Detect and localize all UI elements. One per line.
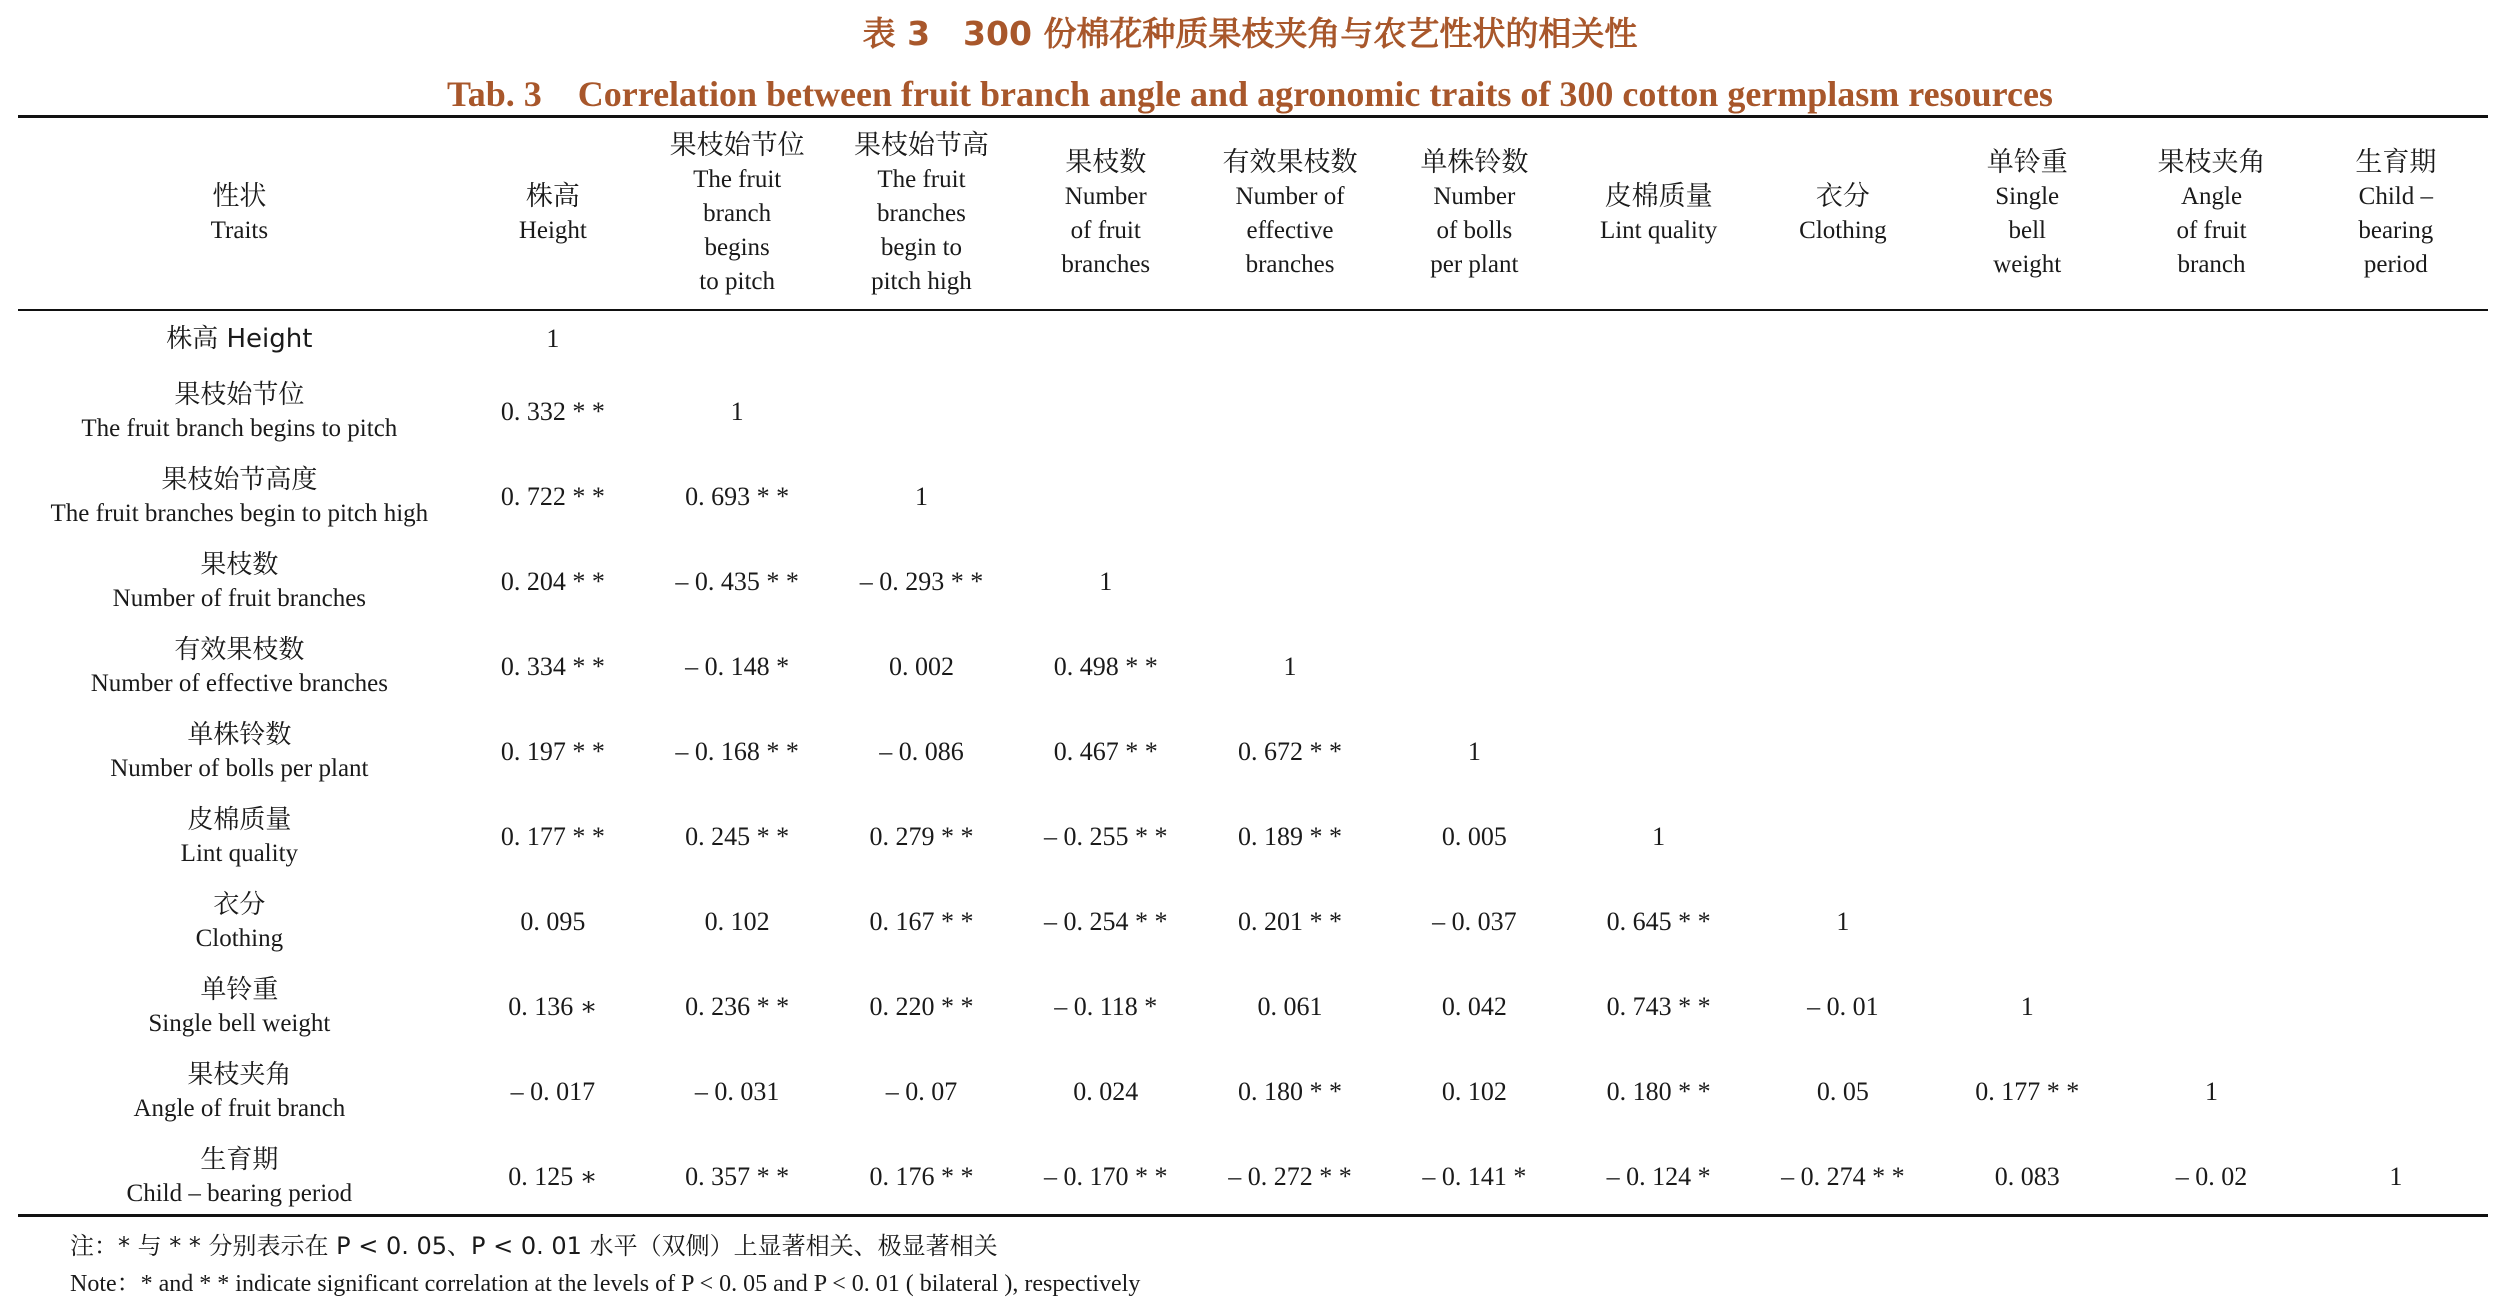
table-cell: [2119, 794, 2303, 879]
table-cell: 0. 672 * *: [1238, 736, 1343, 766]
table-cell: 0. 136 ∗: [508, 991, 598, 1021]
table-cell: – 0. 254 * *: [1043, 906, 1168, 936]
column-header: 衣分 Clothing: [1799, 180, 1887, 244]
table-row: [18, 369, 2488, 454]
table-cell: [1566, 709, 1750, 794]
header-row: [18, 118, 2488, 309]
table-cell: 0. 189 * *: [1238, 821, 1343, 851]
column-header: 生育期 Child – bearing period: [2355, 146, 2437, 278]
row-header: 衣分 Clothing: [195, 889, 284, 952]
table-cell: 0. 083: [1994, 1161, 2060, 1191]
table-row: [18, 539, 2488, 624]
table-cell: 0. 005: [1441, 821, 1507, 851]
table-cell: – 0. 170 * *: [1043, 1161, 1168, 1191]
table-cell: – 0. 02: [2175, 1161, 2248, 1191]
table-cell: [1382, 369, 1566, 454]
table-cell: 0. 357 * *: [685, 1161, 790, 1191]
column-header: 果枝始节位 The fruit branch begins to pitch: [669, 129, 805, 295]
table-cell: [1382, 624, 1566, 709]
table-cell: 0. 102: [1441, 1076, 1507, 1106]
table-cell: – 0. 07: [885, 1076, 958, 1106]
table-cell: 0. 180 * *: [1606, 1076, 1711, 1106]
table-cell: [2304, 624, 2488, 709]
table-row: [18, 794, 2488, 879]
table-cell: [1382, 309, 1566, 369]
table-cell: 1: [1283, 651, 1297, 681]
table-cell: [1935, 539, 2119, 624]
table-cell: [2119, 709, 2303, 794]
table-cell: 0. 722 * *: [500, 481, 605, 511]
table-cell: 0. 204 * *: [500, 566, 605, 596]
table-cell: 0. 693 * *: [685, 481, 790, 511]
column-header: 单铃重 Single bell weight: [1986, 146, 2068, 278]
row-header: 果枝始节位 The fruit branch begins to pitch: [81, 379, 398, 442]
table-cell: 1: [1836, 906, 1850, 936]
table-cell: 1: [1652, 821, 1666, 851]
table-cell: [1935, 879, 2119, 964]
table-cell: – 0. 118 *: [1054, 991, 1158, 1021]
table-cell: [2119, 964, 2303, 1049]
table-cell: 0. 743 * *: [1606, 991, 1711, 1021]
table-cell: [829, 309, 1013, 369]
table-cell: [1566, 369, 1750, 454]
table-cell: 0. 05: [1816, 1076, 1869, 1106]
table-cell: [1751, 369, 1935, 454]
table-cell: [1935, 369, 2119, 454]
table-cell: – 0. 01: [1807, 991, 1879, 1021]
table-cell: – 0. 141 *: [1422, 1161, 1527, 1191]
table-cell: 0. 095: [520, 906, 586, 936]
table-cell: – 0. 435 * *: [675, 566, 799, 596]
table-cell: 0. 645 * *: [1606, 906, 1711, 936]
table-cell: – 0. 168 * *: [675, 736, 799, 766]
table-cell: – 0. 086: [879, 736, 964, 766]
table-cell: 1: [2020, 991, 2034, 1021]
table-cell: [829, 369, 1013, 454]
table-cell: 0. 002: [888, 651, 954, 681]
table-row: [18, 1049, 2488, 1134]
table-cell: [1935, 624, 2119, 709]
row-header: 果枝始节高度 The fruit branches begin to pitch high: [50, 464, 429, 527]
table-cell: [1935, 709, 2119, 794]
column-header: 皮棉质量 Lint quality: [1599, 180, 1718, 244]
table-cell: 1: [914, 481, 928, 511]
table-cell: [2304, 709, 2488, 794]
table-row: [18, 709, 2488, 794]
table-cell: 0. 177 * *: [500, 821, 605, 851]
table-cell: 0. 024: [1073, 1076, 1139, 1106]
table-cell: [1198, 309, 1382, 369]
table-cell: 0. 332 * *: [500, 396, 605, 426]
table-row: [18, 624, 2488, 709]
table-cell: [1935, 454, 2119, 539]
table-cell: [2119, 879, 2303, 964]
column-header: 果枝夹角 Angle of fruit branch: [2157, 146, 2266, 278]
table-cell: 0. 467 * *: [1053, 736, 1158, 766]
row-header: 株高 Height: [166, 323, 313, 354]
table-cell: 0. 201 * *: [1238, 906, 1343, 936]
table-cell: 1: [546, 324, 560, 353]
table-cell: – 0. 272 * *: [1228, 1161, 1352, 1191]
table-cell: 0. 180 * *: [1238, 1076, 1343, 1106]
table-cell: – 0. 293 * *: [859, 566, 984, 596]
table-cell: [2304, 964, 2488, 1049]
table-cell: 0. 102: [704, 906, 770, 936]
column-header: 果枝数 Number of fruit branches: [1061, 146, 1151, 278]
footnote-en: Note：* and * * indicate significant correlation at the levels of P < 0. 05 and P < 0. 01 ( bilateral ), respectively: [70, 1271, 1141, 1297]
row-header: 单铃重 Single bell weight: [148, 974, 331, 1037]
table-cell: 0. 197 * *: [500, 736, 605, 766]
table-cell: [1198, 539, 1382, 624]
table-cell: 1: [2205, 1076, 2219, 1106]
table-cell: [2304, 1049, 2488, 1134]
table-cell: [2119, 454, 2303, 539]
table-cell: [2119, 624, 2303, 709]
row-header: 单株铃数 Number of bolls per plant: [110, 719, 369, 782]
table-row: [18, 309, 2488, 369]
table-row: [18, 454, 2488, 539]
table-cell: 0. 498 * *: [1053, 651, 1158, 681]
table-cell: 0. 279 * *: [869, 821, 974, 851]
table-cell: 0. 334 * *: [500, 651, 605, 681]
footnote-zh: 注：* 与 * * 分别表示在 P < 0. 05、P < 0. 01 水平（双侧）上显著相关、极显著相关: [70, 1232, 998, 1260]
table-cell: 0. 042: [1441, 991, 1507, 1021]
table-cell: [1566, 539, 1750, 624]
table-cell: 0. 236 * *: [685, 991, 790, 1021]
table-cell: [1014, 454, 1198, 539]
column-header: 性状 Traits: [210, 180, 269, 244]
table-cell: [2304, 879, 2488, 964]
table-cell: 0. 220 * *: [869, 991, 974, 1021]
table-cell: [1198, 454, 1382, 539]
table-cell: [2304, 539, 2488, 624]
table-cell: – 0. 031: [694, 1076, 780, 1106]
table-cell: [645, 309, 829, 369]
table-cell: [1751, 309, 1935, 369]
table-cell: [1198, 369, 1382, 454]
table-cell: [2304, 369, 2488, 454]
table-cell: 0. 177 * *: [1975, 1076, 2080, 1106]
table-cell: – 0. 017: [510, 1076, 596, 1106]
table-cell: [2304, 454, 2488, 539]
table-cell: [2119, 539, 2303, 624]
table-cell: [1566, 454, 1750, 539]
table-cell: [1751, 794, 1935, 879]
table-cell: 1: [730, 396, 744, 426]
table-body: [18, 309, 2488, 1219]
table-cell: [1382, 539, 1566, 624]
table-cell: [1382, 454, 1566, 539]
table-cell: [1751, 709, 1935, 794]
table-cell: – 0. 037: [1432, 906, 1517, 936]
row-header: 皮棉质量 Lint quality: [180, 804, 299, 867]
table-cell: [1751, 454, 1935, 539]
table-cell: – 0. 255 * *: [1043, 821, 1168, 851]
table-cell: [2119, 309, 2303, 369]
row-header: 果枝夹角 Angle of fruit branch: [133, 1059, 346, 1122]
table-cell: 1: [1467, 736, 1481, 766]
table-cell: [1935, 794, 2119, 879]
table-cell: [1014, 309, 1198, 369]
table-cell: [2304, 309, 2488, 369]
table-cell: [1751, 539, 1935, 624]
table-cell: [1566, 624, 1750, 709]
table-cell: [1935, 309, 2119, 369]
table-row: [18, 1134, 2488, 1219]
table-cell: – 0. 124 *: [1606, 1161, 1711, 1191]
table-cell: 0. 125 ∗: [508, 1161, 598, 1191]
table-cell: 1: [2389, 1161, 2403, 1191]
table-cell: 1: [1099, 566, 1113, 596]
table-cell: [2119, 369, 2303, 454]
correlation-table: [18, 118, 2488, 1219]
table-cell: [1566, 309, 1750, 369]
table-cell: 0. 061: [1257, 991, 1323, 1021]
row-header: 有效果枝数 Number of effective branches: [90, 634, 389, 697]
table-cell: [2304, 794, 2488, 879]
column-header: 单株铃数 Number of bolls per plant: [1420, 146, 1529, 278]
table-cell: – 0. 148 *: [685, 651, 790, 681]
column-header: 株高 Height: [518, 180, 587, 244]
row-header: 生育期 Child – bearing period: [126, 1144, 353, 1207]
table-cell: 0. 245 * *: [685, 821, 790, 851]
table-cell: 0. 176 * *: [869, 1161, 974, 1191]
table-caption-en: Tab. 3 Correlation between fruit branch angle and agronomic traits of 300 cotton germplasm resources: [447, 74, 2053, 114]
table-row: [18, 879, 2488, 964]
table-caption-zh: 表 3 300 份棉花种质果枝夹角与农艺性状的相关性: [862, 14, 1638, 53]
table-cell: 0. 167 * *: [869, 906, 974, 936]
column-header: 有效果枝数 Number of effective branches: [1222, 146, 1358, 278]
table-cell: [1014, 369, 1198, 454]
table-cell: [1751, 624, 1935, 709]
table-cell: – 0. 274 * *: [1781, 1161, 1905, 1191]
row-header: 果枝数 Number of fruit branches: [112, 549, 367, 612]
column-header: 果枝始节高 The fruit branches begin to pitch high: [853, 129, 989, 295]
table-row: [18, 964, 2488, 1049]
